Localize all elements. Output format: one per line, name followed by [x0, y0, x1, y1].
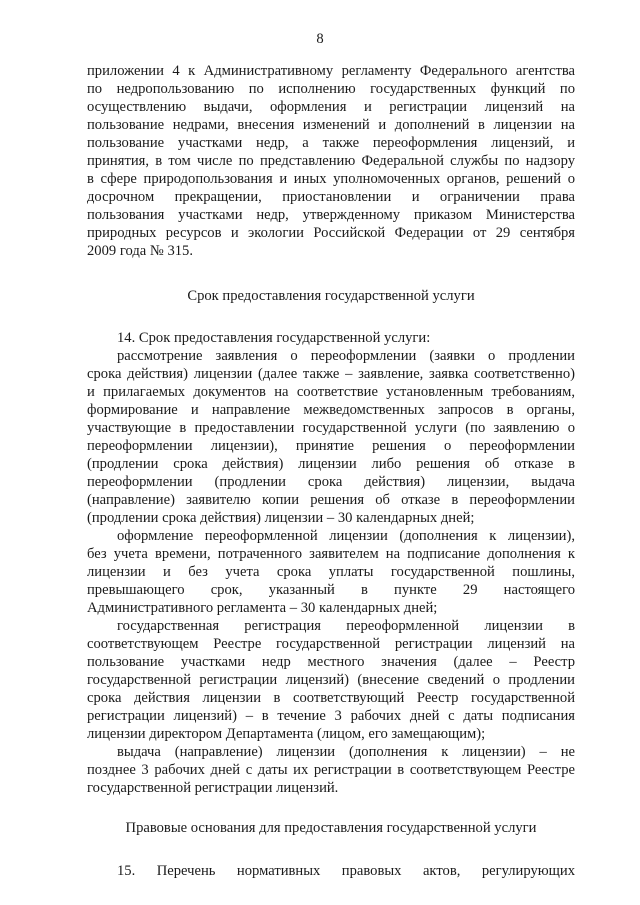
text-line: срока действия лицензии в соответствующий Реестр государственной — [87, 690, 575, 706]
text-line: пользование участками недр, а также переоформления лицензий, и — [87, 135, 575, 151]
text-line: и прилагаемых документов на соответствие установленным требованиям, — [87, 384, 575, 400]
text-line: государственной регистрации лицензий) (внесение сведений о продлении — [87, 672, 575, 688]
text-line: приложении 4 к Административному регламенту Федерального агентства — [87, 63, 575, 79]
item-14-paragraph-drafting — [87, 527, 575, 617]
text-line: выдача (направление) лицензии (дополнения к лицензии) – не — [117, 744, 575, 760]
document-body — [87, 62, 575, 880]
text-line: Административного регламента – 30 календарных дней; — [87, 600, 438, 616]
text-line: пользование участками недр местного значения (далее – Реестр — [87, 654, 575, 670]
text-line: принятия, в том числе по представлению Федеральной службы по надзору — [87, 153, 575, 169]
text-line: пользования участками недр, утвержденному приказом Министерства — [87, 207, 575, 223]
text-line: оформление переоформленной лицензии (дополнения к лицензии), — [117, 528, 575, 544]
text-line: досрочном прекращении, приостановлении и ограничении права — [87, 189, 575, 205]
text-line: лицензии директором Департамента (лицом, его замещающим); — [87, 726, 486, 742]
text-line: переоформлении лицензии), принятие решения о переоформлении — [87, 438, 575, 454]
item-14-paragraph-registration — [87, 617, 575, 743]
text-line: регистрации лицензий) – в течение 3 рабочих дней с даты подписания — [87, 708, 575, 724]
item-14-paragraph-review — [87, 347, 575, 527]
section-heading-term: Срок предоставления государственной услуги — [187, 288, 475, 304]
text-line: государственной регистрации лицензий. — [87, 780, 339, 796]
text-line: соответствующем Реестре государственной регистрации лицензий на — [87, 636, 575, 652]
text-line: (продлении срока действия) лицензии – 30 календарных дней; — [87, 510, 475, 526]
page-number: 8 — [316, 31, 324, 47]
text-line: превышающего срок, указанный в пункте 29 настоящего — [87, 582, 575, 598]
text-line: по недропользованию по исполнению государственных функций по — [87, 81, 575, 97]
text-line: переоформлении (продлении срока действия) лицензии, выдача — [87, 474, 575, 490]
text-line: без учета времени, потраченного заявителем на подписание дополнения к — [87, 546, 575, 562]
text-line: пользование недрами, внесения изменений и дополнений в лицензии на — [87, 117, 575, 133]
item-14-title: 14. Срок предоставления государственной услуги: — [117, 330, 431, 346]
text-line: участвующие в предоставлении государственной услуги (по заявлению о — [87, 420, 575, 436]
item-14-paragraph-issuance — [87, 743, 575, 797]
text-line: осуществлению выдачи, оформления и регистрации лицензий на — [87, 99, 575, 115]
text-line: позднее 3 рабочих дней с даты их регистрации в соответствующем Реестре — [87, 762, 575, 778]
text-line: в сфере природопользования и иных уполномоченных органов, решений о — [87, 171, 575, 187]
intro-paragraph — [87, 62, 575, 260]
text-line: природных ресурсов и экологии Российской Федерации от 29 сентября — [87, 225, 575, 241]
text-line: формирование и направление межведомственных запросов в органы, — [87, 402, 575, 418]
text-line: лицензии и без учета срока уплаты государственной пошлины, — [87, 564, 575, 580]
text-line: рассмотрение заявления о переоформлении (заявки о продлении — [117, 348, 575, 364]
text-line: срока действия) лицензии (далее также – заявление, заявка соответственно) — [87, 366, 575, 382]
text-line: государственная регистрация переоформленной лицензии в — [117, 618, 575, 634]
item-15-start: 15. Перечень нормативных правовых актов, регулирующих — [117, 863, 575, 879]
section-heading-legal-basis: Правовые основания для предоставления государственной услуги — [125, 820, 537, 836]
text-line: 2009 года № 315. — [87, 243, 193, 259]
text-line: (направление) заявителю копии решения об отказе в переоформлении — [87, 492, 575, 508]
text-line: (продлении срока действия) лицензии либо решения об отказе в — [87, 456, 575, 472]
